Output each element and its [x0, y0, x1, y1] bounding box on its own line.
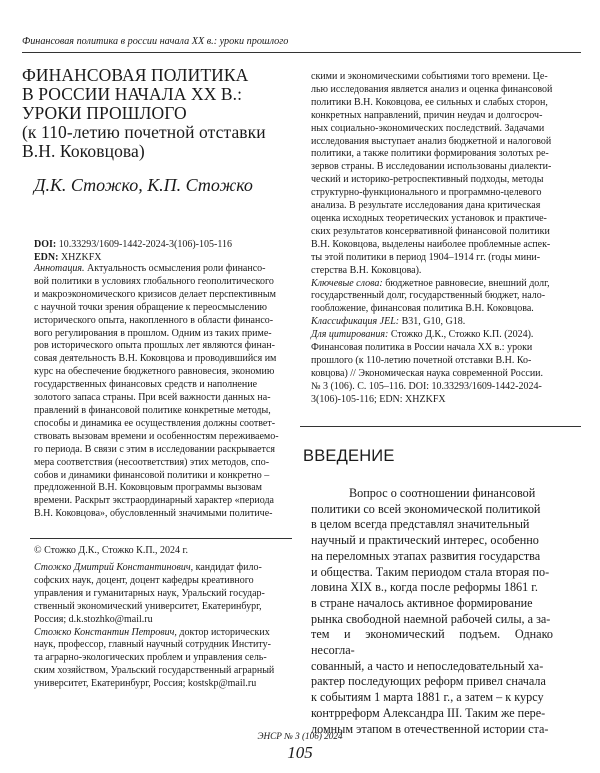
citation-line: ковцова) // Экономическая наука современной России. [311, 368, 553, 381]
abstract-line: вой политики в условиях глобального геополитического [34, 276, 290, 289]
bio-line: наук, профессор, главный научный сотрудник Институ- [34, 639, 290, 652]
abstract-label: Аннотация. [34, 263, 85, 274]
abstract-line: го периода. В связи с этим в исследовании раскрывается [34, 444, 290, 457]
intro-line: рактер последующих реформ привел сначала [311, 674, 553, 690]
abstract-line: Актуальность осмысления роли финансо- [85, 263, 266, 274]
intro-line: ловина XIX в., когда после реформы 1861 г. [311, 580, 553, 596]
abstract-column-left [34, 263, 290, 521]
bio-line: ским хозяйством, Уральский государственный аграрный [34, 665, 290, 678]
abstract-line: политики В.Н. Коковцова, ее сильных и слабых сторон, [311, 97, 553, 110]
abstract-line: мера соответствия (несоответствия) этих методов, спо- [34, 457, 290, 470]
header-rule [22, 52, 581, 53]
abstract-line: вого регулирования в прошлом. Одним из таких приме- [34, 328, 290, 341]
abstract-line: времени. Раскрыт экстраординарный характер «периода [34, 495, 290, 508]
bio-line: ственный экономический университет, Екатеринбург, [34, 601, 290, 614]
title-line: В.Н. Коковцова) [22, 142, 302, 161]
bio-line: университет, Екатеринбург, Россия; kostskp@mail.ru [34, 678, 290, 691]
bio-name: Стожко Константин Петрович, [34, 627, 177, 638]
bio-line: Россия; d.k.stozhko@mail.ru [34, 614, 290, 627]
abstract-line: оценка исходных теоретических установок и практиче- [311, 213, 553, 226]
intro-line: рынка свободной наемной рабочей силы, а за- [311, 612, 553, 628]
abstract-line: В.Н. Коковцова», обусловленный значимыми политиче- [34, 508, 290, 521]
abstract-line: ты этой политики в период 1904–1914 гг. (годы мини- [311, 252, 553, 265]
abstract-line: ческий и историко-ретроспективный подходы, методы [311, 174, 553, 187]
intro-line: ломным этапом в отечественной истории ста- [311, 722, 553, 738]
jel-value: B31, G10, G18. [399, 316, 465, 327]
edn-value: XHZKFX [61, 252, 102, 263]
abstract-line: политики, а также политики формирования золотых ре- [311, 148, 553, 161]
keywords-line: бюджетное равновесие, внешний долг, [383, 278, 550, 289]
keywords-label: Ключевые слова: [311, 278, 383, 289]
author-bios [34, 562, 290, 691]
intro-line: тем и экономический подъем. Однако несогла- [311, 627, 553, 658]
edn-label: EDN: [34, 252, 58, 263]
bio-line: доктор исторических [177, 627, 270, 638]
abstract-line: стерства В.Н. Коковцова). [311, 265, 553, 278]
intro-line: и общества. Таким периодом стала вторая по- [311, 565, 553, 581]
intro-line: Вопрос о соотношении финансовой [311, 486, 553, 502]
jel-label: Классификация JEL: [311, 316, 399, 327]
bio-line: та аграрно-экологических проблем и управления сель- [34, 652, 290, 665]
title-line: В РОССИИ НАЧАЛА XX В.: [22, 85, 302, 104]
doi-value[interactable]: 10.33293/1609-1442-2024-3(106)-105-116 [59, 239, 232, 250]
abstract-line: ров исторического опыта прошлых лет являются финан- [34, 340, 290, 353]
authors: Д.К. Стожко, К.П. Стожко [34, 175, 253, 196]
abstract-line: способы и динамика ее осуществления должны соответ- [34, 418, 290, 431]
citation-line: 3(106)-105-116; EDN: XHZKFX [311, 394, 553, 407]
keywords-line: государственный долг, государственный бюджет, нало- [311, 290, 553, 303]
abstract-line: собов и динамики финансовой политики и конкретно – [34, 470, 290, 483]
citation-line: Стожко Д.К., Стожко К.П. (2024). [388, 329, 533, 340]
abstract-line: ских результатов консервативной финансовой политики [311, 226, 553, 239]
abstract-line: зервов страны. В исследовании использованы диалекти- [311, 161, 553, 174]
running-header: Финансовая политика в россии начала XX в.: уроки прошлого [22, 36, 288, 47]
article-title [22, 66, 302, 161]
abstract-line: ствовать вызовам времени и особенностям переживаемо- [34, 431, 290, 444]
section-rule [300, 426, 581, 427]
abstract-line: золотого запаса страны. При всей важности данных на- [34, 392, 290, 405]
page-number: 105 [0, 743, 600, 763]
abstract-line: лью исследования является анализ и оценка финансовой [311, 84, 553, 97]
abstract-line: с научной точки зрения обращение к переосмыслению [34, 302, 290, 315]
abstract-line: В.Н. Коковцова, выделены наиболее проблемные аспек- [311, 239, 553, 252]
abstract-line: совая деятельность В.Н. Коковцова и проводившийся им [34, 353, 290, 366]
bio-line: софских наук, доцент, доцент кафедры креативного [34, 575, 290, 588]
bio-name: Стожко Дмитрий Константинович, [34, 562, 193, 573]
intro-line: сованный, а часто и непоследовательный ха- [311, 659, 553, 675]
citation-line: № 3 (106). С. 105–116. DOI: 10.33293/1609-1442-2024- [311, 381, 553, 394]
abstract-line: структурно-функционального и программно-целевого [311, 187, 553, 200]
intro-line: к событиям 1 марта 1881 г., а затем – к курсу [311, 690, 553, 706]
identifiers [34, 238, 232, 264]
abstract-line: государственных финансовых средств и наполнение [34, 379, 290, 392]
intro-line: научный и практический интерес, особенно [311, 533, 553, 549]
abstract-line: правлений в финансовой политике конкретные методы, [34, 405, 290, 418]
bio-line: управления и гуманитарных наук, Уральский государ- [34, 588, 290, 601]
introduction-heading: ВВЕДЕНИЕ [303, 447, 395, 466]
abstract-line: исследования выступает анализ бюджетной и налоговой [311, 136, 553, 149]
title-line: ФИНАНСОВАЯ ПОЛИТИКА [22, 66, 302, 85]
abstract-line: курс на обеспечение бюджетного равновесия, экономию [34, 366, 290, 379]
intro-line: контрреформ Александра III. Таким же пере- [311, 706, 553, 722]
intro-line: на переломных этапах развития государства [311, 549, 553, 565]
citation-line: Финансовая политика в России начала XX в.: уроки [311, 342, 553, 355]
doi-label: DOI: [34, 239, 56, 250]
intro-line: в целом всегда представлял значительный [311, 517, 553, 533]
abstract-line: анализа. В результате исследования дана критическая [311, 200, 553, 213]
abstract-line: ных социально-экономических последствий. Задачами [311, 123, 553, 136]
intro-line: политики со всей экономической политикой [311, 502, 553, 518]
intro-line: в стране началось активное формирование [311, 596, 553, 612]
abstract-line: и макроэкономического кризисов делает перспективным [34, 289, 290, 302]
citation-label: Для цитирования: [311, 329, 388, 340]
abstract-column-right [311, 71, 553, 407]
introduction-body [311, 486, 553, 737]
title-line: УРОКИ ПРОШЛОГО [22, 104, 302, 123]
keywords-line: гообложение, финансовая политика В.Н. Коковцова. [311, 303, 553, 316]
abstract-line: предложенной В.Н. Коковцовым программы вызовам [34, 482, 290, 495]
abstract-line: скими и экономическими событиями того времени. Це- [311, 71, 553, 84]
title-line: (к 110-летию почетной отставки [22, 123, 302, 142]
copyright: © Стожко Д.К., Стожко К.П., 2024 г. [34, 545, 188, 556]
bio-line: кандидат фило- [193, 562, 262, 573]
footnote-rule [30, 538, 292, 539]
citation-line: прошлого (к 110-летию почетной отставки В.Н. Ко- [311, 355, 553, 368]
journal-footer: ЭНСР № 3 (106) 2024 [0, 731, 600, 741]
abstract-line: конкретных направлений, причин неудач и долгосроч- [311, 110, 553, 123]
abstract-line: исторического опыта, накопленного в области финансо- [34, 315, 290, 328]
